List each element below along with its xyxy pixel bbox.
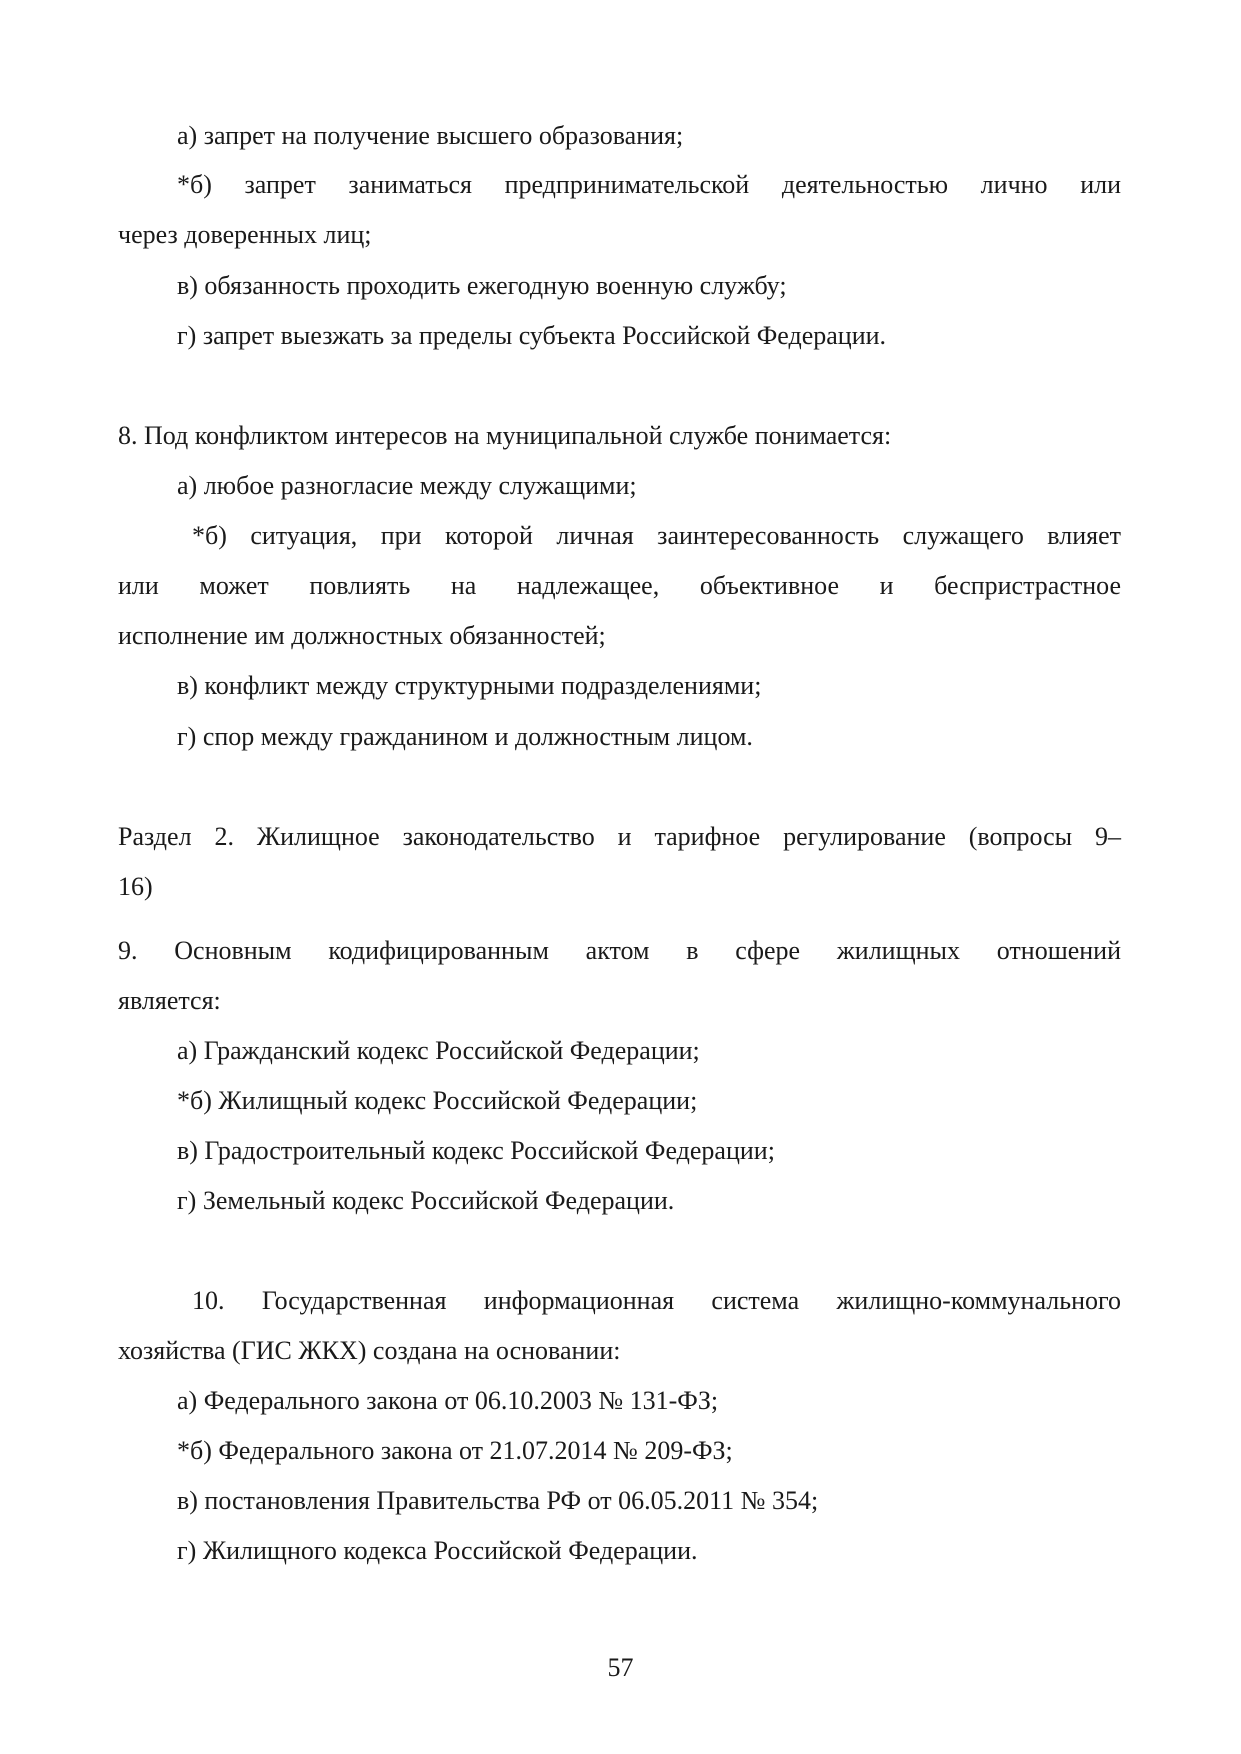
answer-option-c: в) Градостроительный кодекс Российской Федерации;	[177, 1136, 775, 1165]
answer-option-b-correct-line-1: *б) запрет заниматься предпринимательской деятельностью лично или	[177, 170, 1121, 199]
answer-option-d: г) запрет выезжать за пределы субъекта Российской Федерации.	[177, 321, 887, 350]
section-heading-line-2: 16)	[118, 872, 153, 901]
question-9-text-line-1: 9. Основным кодифицированным актом в сфере жилищных отношений	[118, 936, 1121, 965]
answer-option-b-correct-line-2: или может повлиять на надлежащее, объективное и беспристрастное	[118, 571, 1121, 600]
answer-option-b-correct: *б) Федерального закона от 21.07.2014 № 209-ФЗ;	[177, 1436, 733, 1465]
answer-option-a: а) Федерального закона от 06.10.2003 № 131-ФЗ;	[177, 1386, 719, 1415]
answer-option-d: г) спор между гражданином и должностным лицом.	[177, 722, 753, 751]
answer-option-b-correct-line-3: исполнение им должностных обязанностей;	[118, 621, 606, 650]
section-heading-line-1: Раздел 2. Жилищное законодательство и тарифное регулирование (вопросы 9–	[118, 822, 1121, 851]
answer-option-a: а) запрет на получение высшего образования;	[177, 121, 684, 150]
answer-option-b-correct: *б) Жилищный кодекс Российской Федерации;	[177, 1086, 698, 1115]
answer-option-b-correct-line-2: через доверенных лиц;	[118, 220, 372, 249]
question-9-text-line-2: является:	[118, 986, 221, 1015]
answer-option-a: а) Гражданский кодекс Российской Федерации;	[177, 1036, 700, 1065]
answer-option-a: а) любое разногласие между служащими;	[177, 471, 637, 500]
answer-option-d: г) Земельный кодекс Российской Федерации.	[177, 1186, 675, 1215]
answer-option-c: в) конфликт между структурными подразделениями;	[177, 671, 762, 700]
answer-option-c: в) обязанность проходить ежегодную военную службу;	[177, 271, 787, 300]
page-number: 57	[607, 1653, 634, 1682]
answer-option-c: в) постановления Правительства РФ от 06.05.2011 № 354;	[177, 1486, 819, 1515]
question-10-text-line-1: 10. Государственная информационная система жилищно-коммунального	[192, 1286, 1121, 1315]
answer-option-d: г) Жилищного кодекса Российской Федерации.	[177, 1536, 698, 1565]
question-10-text-line-2: хозяйства (ГИС ЖКХ) создана на основании:	[118, 1336, 621, 1365]
question-8-text: 8. Под конфликтом интересов на муниципальной службе понимается:	[118, 421, 892, 450]
answer-option-b-correct-line-1: *б) ситуация, при которой личная заинтересованность служащего влияет	[192, 521, 1121, 550]
